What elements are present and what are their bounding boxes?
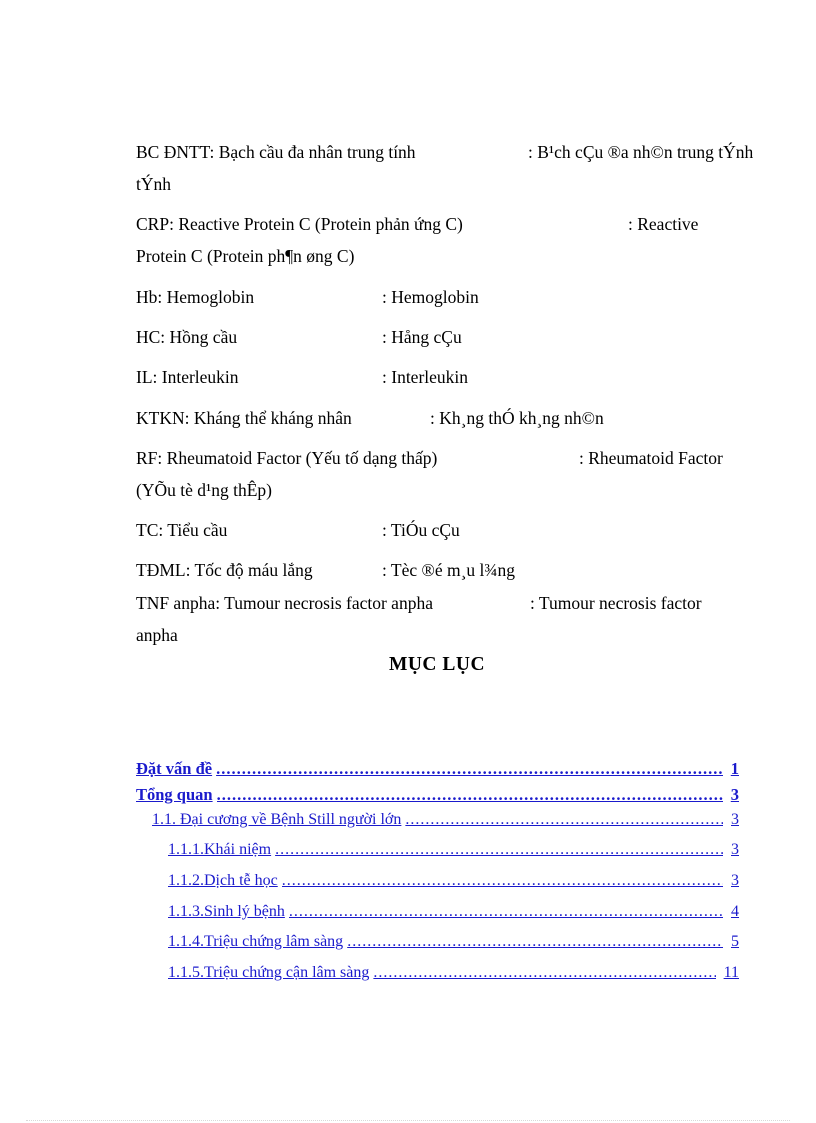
toc-dot-leader (347, 932, 723, 952)
abbreviation-term: TNF anpha: Tumour necrosis factor anpha (136, 593, 433, 613)
abbreviation-ktkn (136, 402, 740, 434)
abbreviation-garbled-line1: : Rheumatoid Factor (579, 448, 723, 468)
toc-entry-page: 5 (731, 933, 739, 950)
abbreviation-garbled: : TiÓu cÇu (382, 520, 460, 540)
toc-entry-sinh-ly-benh[interactable] (168, 902, 739, 922)
toc-entry-page: 3 (730, 785, 739, 804)
abbreviation-crp (136, 208, 740, 272)
abbreviation-garbled: : B¹ch cÇu ®a nh©n trung tÝnh (528, 142, 754, 162)
toc-entry-page: 3 (731, 872, 739, 889)
toc-dot-leader (275, 840, 723, 860)
abbreviation-garbled: : Interleukin (382, 367, 469, 387)
toc-entry-label: 1.1.5.Triệu chứng cận lâm sàng (168, 964, 370, 981)
abbreviation-term: Hb: Hemoglobin (136, 287, 255, 307)
toc-entry-label: Tổng quan (136, 785, 213, 804)
toc-entry-page: 3 (731, 811, 739, 828)
abbreviation-bc-dntt (136, 136, 754, 200)
toc-title: MỤC LỤC (388, 654, 486, 675)
abbreviation-hb (136, 281, 740, 313)
abbreviation-term: BC ĐNTT: Bạch cầu đa nhân trung tính (136, 142, 416, 162)
abbreviation-wrap: (YÕu tè d¹ng thÊp) (136, 480, 272, 500)
toc-entry-label: 1.1. Đại cương về Bệnh Still người lớn (152, 811, 402, 828)
toc-entry-label: Đặt vấn đề (136, 759, 213, 778)
abbreviation-hc (136, 321, 740, 353)
abbreviation-garbled-line1: : Reactive (628, 214, 699, 234)
abbreviation-garbled-line1: : Tumour necrosis factor (530, 593, 702, 613)
abbreviation-garbled: : Hemoglobin (382, 287, 479, 307)
toc-entry-page: 3 (731, 841, 739, 858)
toc-entry-label: 1.1.1.Khái niệm (168, 841, 272, 858)
toc-entry-dat-van-de[interactable] (136, 759, 739, 779)
toc-entry-label: 1.1.2.Dịch tễ học (168, 872, 278, 889)
toc-entry-tong-quan[interactable] (136, 785, 739, 805)
abbreviation-term: TC: Tiểu cầu (136, 520, 228, 540)
toc-entry-page: 1 (730, 759, 739, 778)
abbreviation-rf (136, 442, 740, 506)
toc-dot-leader (289, 902, 723, 922)
toc-entry-trieu-chung-lam-sang[interactable] (168, 932, 739, 952)
toc-entry-label: 1.1.4.Triệu chứng lâm sàng (168, 933, 344, 950)
toc-dot-leader (217, 785, 723, 805)
abbreviation-il (136, 361, 740, 393)
toc-entry-khai-niem[interactable] (168, 840, 739, 860)
toc-dot-leader (216, 759, 723, 779)
toc-entry-dich-te-hoc[interactable] (168, 871, 739, 891)
toc-entry-page: 4 (731, 903, 739, 920)
abbreviation-tdml (136, 554, 740, 586)
abbreviation-term: HC: Hồng cầu (136, 327, 238, 347)
abbreviation-garbled: : Hång cÇu (382, 327, 462, 347)
abbreviation-term: IL: Interleukin (136, 367, 239, 387)
abbreviation-garbled: : Kh¸ng thÓ kh¸ng nh©n (430, 408, 604, 428)
toc-dot-leader (373, 963, 715, 983)
abbreviation-tnf (136, 587, 740, 651)
toc-entry-dai-cuong[interactable] (152, 810, 739, 830)
abbreviation-tc (136, 514, 740, 546)
toc-entry-page: 11 (723, 964, 739, 981)
abbreviation-term: TĐML: Tốc độ máu lắng (136, 560, 313, 580)
abbreviation-term: KTKN: Kháng thể kháng nhân (136, 408, 352, 428)
abbreviation-term: CRP: Reactive Protein C (Protein phản ứng C) (136, 214, 463, 234)
toc-dot-leader (282, 871, 723, 891)
abbreviation-garbled: : Tèc ®é m¸u l¾ng (382, 560, 516, 580)
abbreviation-term: RF: Rheumatoid Factor (Yếu tố dạng thấp) (136, 448, 438, 468)
abbreviation-wrap: tÝnh (136, 174, 171, 194)
toc-entry-label: 1.1.3.Sinh lý bệnh (168, 903, 285, 920)
page-bottom-divider (26, 1120, 790, 1121)
toc-entry-trieu-chung-can-lam-sang[interactable] (168, 963, 739, 983)
abbreviation-wrap: anpha (136, 625, 178, 645)
toc-dot-leader (405, 810, 723, 830)
abbreviation-wrap: Protein C (Protein ph¶n øng C) (136, 246, 355, 266)
